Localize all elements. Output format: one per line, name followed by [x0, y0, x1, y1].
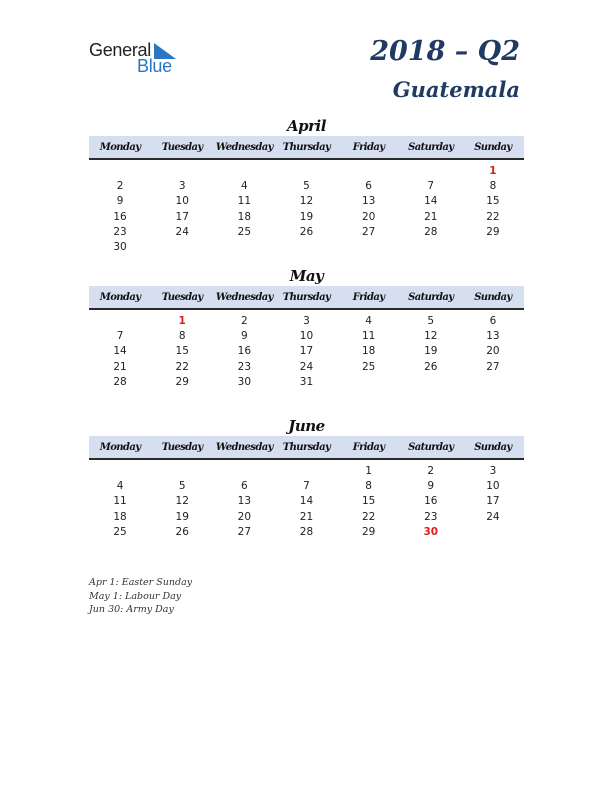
day-cell: 22: [175, 360, 189, 373]
day-cell: 16: [113, 210, 127, 223]
week-row: [89, 359, 524, 374]
day-cell: 21: [424, 210, 438, 223]
day-cell: 12: [424, 329, 438, 342]
day-cell: 24: [299, 360, 314, 373]
day-cell: 19: [299, 210, 314, 223]
day-cell: 23: [237, 360, 252, 373]
month-name: April: [287, 117, 326, 135]
day-cell: 11: [237, 195, 252, 208]
day-cell: 26: [299, 225, 314, 238]
day-cell: 14: [299, 495, 314, 508]
day-cell: 22: [486, 210, 500, 223]
day-cell: 11: [113, 495, 127, 508]
week-row: [89, 163, 524, 178]
day-cell: 5: [178, 479, 186, 492]
weekday-label: Tuesday: [161, 141, 203, 153]
weekday-label: Sunday: [474, 141, 512, 153]
month-2: [89, 416, 524, 539]
day-cell: 12: [299, 195, 314, 208]
day-cell: 15: [175, 345, 189, 358]
weekday-label: Wednesday: [215, 141, 273, 153]
weekday-label: Friday: [352, 141, 385, 153]
day-cell: 13: [361, 195, 376, 208]
day-cell: 20: [361, 210, 376, 223]
week-row: [89, 209, 524, 224]
day-cell: 13: [237, 495, 252, 508]
week-row: [89, 344, 524, 359]
day-cell: 2: [241, 314, 248, 327]
weekday-label: Friday: [352, 291, 385, 303]
day-cell: 30: [237, 375, 252, 388]
day-cell: 31: [299, 375, 314, 388]
weekday-label: Monday: [99, 291, 141, 303]
day-cell: 27: [237, 525, 252, 538]
week-row: [89, 463, 524, 478]
day-cell: 22: [361, 510, 376, 523]
day-cell: 26: [424, 360, 438, 373]
weekday-label: Tuesday: [161, 291, 203, 303]
day-cell: 23: [113, 225, 127, 238]
day-cell: 3: [489, 464, 497, 477]
weekday-label: Sunday: [474, 441, 512, 453]
day-cell: 16: [424, 495, 438, 508]
weekday-label: Wednesday: [215, 441, 273, 453]
weekday-label: Thursday: [282, 141, 331, 153]
week-row: [89, 509, 524, 524]
weekday-label: Monday: [99, 141, 141, 153]
month-1: [89, 266, 524, 389]
week-row: [89, 313, 524, 328]
weekday-header: [89, 136, 524, 160]
weekday-label: Tuesday: [161, 441, 203, 453]
day-cell: 10: [299, 329, 314, 342]
weekday-label: Wednesday: [215, 291, 273, 303]
week-row: [89, 224, 524, 239]
day-cell: 30: [423, 525, 439, 538]
week-row: [89, 328, 524, 343]
day-cell: 17: [486, 495, 500, 508]
day-cell: 15: [361, 495, 376, 508]
day-cell: 3: [303, 314, 310, 327]
day-cell: 10: [486, 479, 500, 492]
weekday-label: Friday: [352, 441, 385, 453]
day-cell: 25: [113, 525, 127, 538]
day-cell: 27: [486, 360, 500, 373]
holiday-note: May 1: Labour Day: [89, 590, 182, 602]
day-cell: 6: [241, 479, 248, 492]
day-cell: 1: [365, 464, 372, 477]
day-cell: 30: [113, 241, 127, 254]
week-row: [89, 478, 524, 493]
page-subtitle: Guatemala: [392, 77, 520, 102]
weekday-label: Saturday: [408, 441, 454, 453]
day-cell: 9: [427, 479, 435, 492]
day-cell: 20: [237, 510, 252, 523]
day-cell: 6: [489, 314, 497, 327]
day-cell: 2: [427, 464, 435, 477]
day-cell: 18: [237, 210, 252, 223]
day-cell: 7: [303, 479, 310, 492]
logo-word-blue: Blue: [137, 56, 172, 76]
weekday-label: Thursday: [282, 441, 331, 453]
week-row: [89, 494, 524, 509]
day-cell: 17: [299, 345, 314, 358]
day-cell: 29: [175, 375, 189, 388]
week-row: [89, 239, 524, 254]
day-cell: 19: [175, 510, 189, 523]
day-cell: 29: [486, 225, 500, 238]
day-cell: 18: [113, 510, 127, 523]
day-cell: 5: [303, 179, 310, 192]
day-cell: 1: [178, 314, 186, 327]
day-cell: 9: [241, 329, 248, 342]
holiday-note: Jun 30: Army Day: [89, 604, 174, 615]
week-row: [89, 178, 524, 193]
day-cell: 24: [175, 225, 189, 238]
day-cell: 6: [365, 179, 372, 192]
day-cell: 10: [175, 195, 189, 208]
day-cell: 11: [361, 329, 376, 342]
week-row: [89, 374, 524, 389]
page-title: 2018 – Q2: [370, 36, 520, 67]
weekday-label: Thursday: [282, 291, 331, 303]
month-name: May: [289, 267, 324, 285]
day-cell: 24: [486, 510, 500, 523]
day-cell: 8: [489, 179, 497, 192]
logo: [89, 40, 189, 76]
day-cell: 4: [116, 479, 124, 492]
day-cell: 19: [424, 345, 438, 358]
week-row: [89, 524, 524, 539]
day-cell: 18: [361, 345, 376, 358]
month-name: June: [288, 417, 325, 435]
day-cell: 7: [116, 329, 124, 342]
day-cell: 25: [361, 360, 376, 373]
day-cell: 28: [113, 375, 127, 388]
day-cell: 15: [486, 195, 500, 208]
weekday-header: [89, 436, 524, 460]
day-cell: 29: [361, 525, 376, 538]
day-cell: 13: [486, 329, 500, 342]
logo-word-general: General: [89, 40, 151, 60]
day-cell: 1: [489, 164, 497, 177]
day-cell: 23: [424, 510, 438, 523]
weekday-label: Saturday: [408, 141, 454, 153]
day-cell: 14: [424, 195, 438, 208]
day-cell: 21: [299, 510, 314, 523]
day-cell: 25: [237, 225, 252, 238]
weekday-label: Sunday: [474, 291, 512, 303]
holiday-notes: [89, 576, 192, 617]
day-cell: 17: [175, 210, 189, 223]
day-cell: 8: [178, 329, 186, 342]
month-0: [89, 116, 524, 255]
day-cell: 28: [299, 525, 314, 538]
day-cell: 4: [365, 314, 372, 327]
holiday-note: Apr 1: Easter Sunday: [89, 577, 193, 588]
week-row: [89, 194, 524, 209]
weekday-label: Monday: [99, 441, 141, 453]
day-cell: 26: [175, 525, 189, 538]
weekday-header: [89, 286, 524, 310]
weekday-label: Saturday: [408, 291, 454, 303]
day-cell: 14: [113, 345, 127, 358]
day-cell: 21: [113, 360, 127, 373]
day-cell: 4: [241, 179, 248, 192]
day-cell: 27: [361, 225, 376, 238]
day-cell: 16: [237, 345, 252, 358]
day-cell: 9: [116, 195, 124, 208]
day-cell: 5: [427, 314, 435, 327]
day-cell: 2: [116, 179, 124, 192]
day-cell: 7: [427, 179, 435, 192]
day-cell: 3: [178, 179, 186, 192]
day-cell: 28: [424, 225, 438, 238]
day-cell: 12: [175, 495, 189, 508]
day-cell: 8: [365, 479, 372, 492]
day-cell: 20: [486, 345, 500, 358]
